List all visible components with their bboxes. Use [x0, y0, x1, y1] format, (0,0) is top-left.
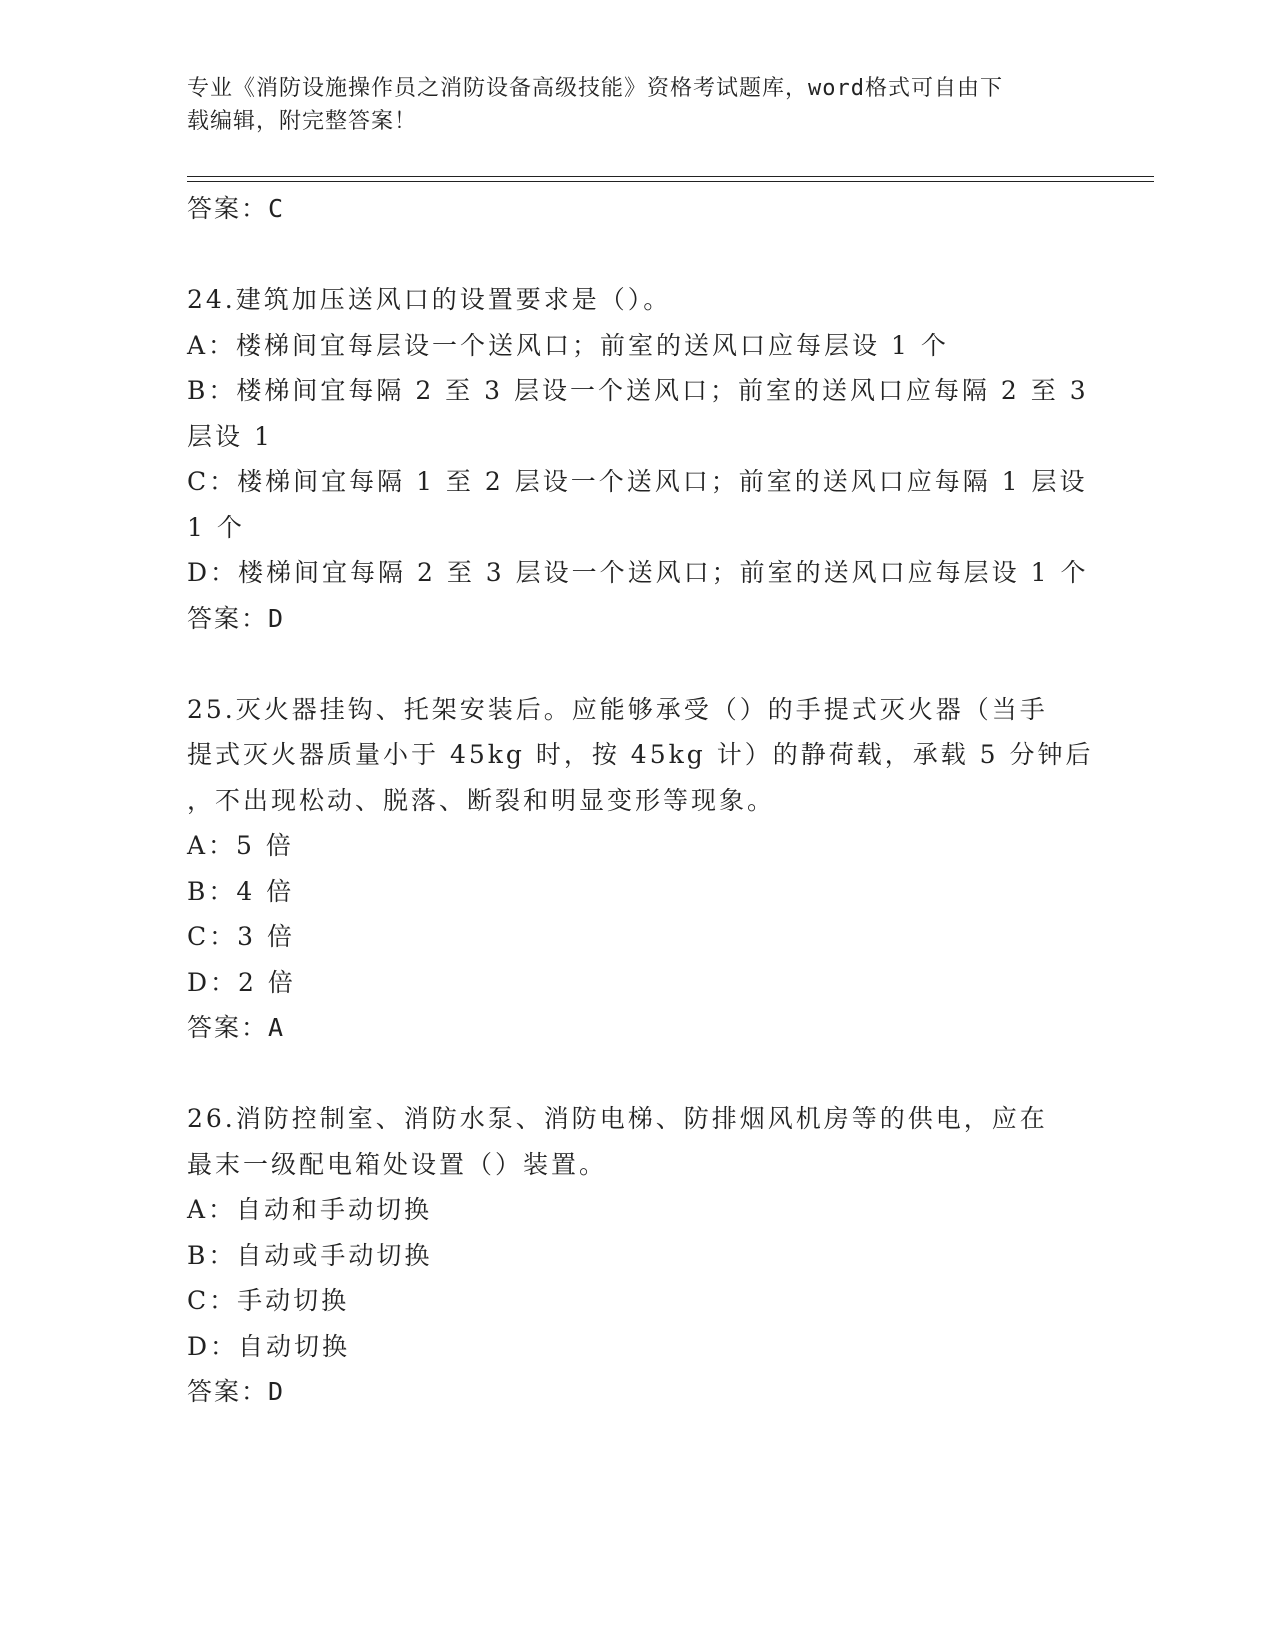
- option-c: C：3 倍: [187, 922, 295, 951]
- document-body: [187, 186, 1094, 1415]
- option-b-continued: 层设 1: [187, 421, 273, 451]
- option-c: C：手动切换: [187, 1286, 350, 1315]
- question-stem: 24.建筑加压送风口的设置要求是（）。: [187, 285, 672, 314]
- question-stem-line-3: ，不出现松动、脱落、断裂和明显变形等现象。: [187, 785, 776, 815]
- question-answer: 答案：A: [187, 1013, 286, 1042]
- spacer: [187, 1051, 1087, 1097]
- option-b: B：自动或手动切换: [187, 1240, 433, 1270]
- question-answer: 答案：D: [187, 1377, 286, 1406]
- question-26: [187, 1096, 1087, 1415]
- header-line-2: 载编辑，附完整答案！: [187, 109, 418, 134]
- option-d: D：楼梯间宜每隔 2 至 3 层设一个送风口；前室的送风口应每层设 1 个: [187, 558, 1089, 587]
- question-stem-line-1: 26.消防控制室、消防水泵、消防电梯、防排烟风机房等的供电，应在: [187, 1104, 1048, 1133]
- option-b: B：4 倍: [187, 876, 295, 906]
- spacer: [187, 232, 1087, 278]
- option-c-continued: 1 个: [187, 512, 245, 542]
- option-d: D：2 倍: [187, 967, 296, 997]
- question-24: [187, 277, 1087, 641]
- header-rule-bottom: [187, 181, 1154, 182]
- question-stem-line-1: 25.灭火器挂钩、托架安装后。应能够承受（）的手提式灭火器（当手: [187, 694, 1048, 724]
- option-b: B：楼梯间宜每隔 2 至 3 层设一个送风口；前室的送风口应每隔 2 至 3: [187, 376, 1089, 405]
- option-a: A：5 倍: [187, 831, 294, 860]
- question-stem-line-2: 最末一级配电箱处设置（）装置。: [187, 1149, 608, 1179]
- page-header: [187, 72, 1067, 138]
- option-a: A：楼梯间宜每层设一个送风口；前室的送风口应每层设 1 个: [187, 330, 949, 360]
- spacer: [187, 641, 1087, 687]
- previous-answer: 答案：C: [187, 194, 286, 223]
- header-line-1: 专业《消防设施操作员之消防设备高级技能》资格考试题库，word格式可自由下: [187, 76, 1003, 101]
- question-25: [187, 687, 1094, 1051]
- question-stem-line-2: 提式灭火器质量小于 45kg 时，按 45kg 计）的静荷载，承载 5 分钟后: [187, 740, 1094, 769]
- option-c: C：楼梯间宜每隔 1 至 2 层设一个送风口；前室的送风口应每隔 1 层设: [187, 467, 1088, 496]
- option-d: D：自动切换: [187, 1331, 351, 1361]
- question-answer: 答案：D: [187, 603, 286, 633]
- header-rule-top: [187, 176, 1154, 177]
- option-a: A：自动和手动切换: [187, 1195, 433, 1224]
